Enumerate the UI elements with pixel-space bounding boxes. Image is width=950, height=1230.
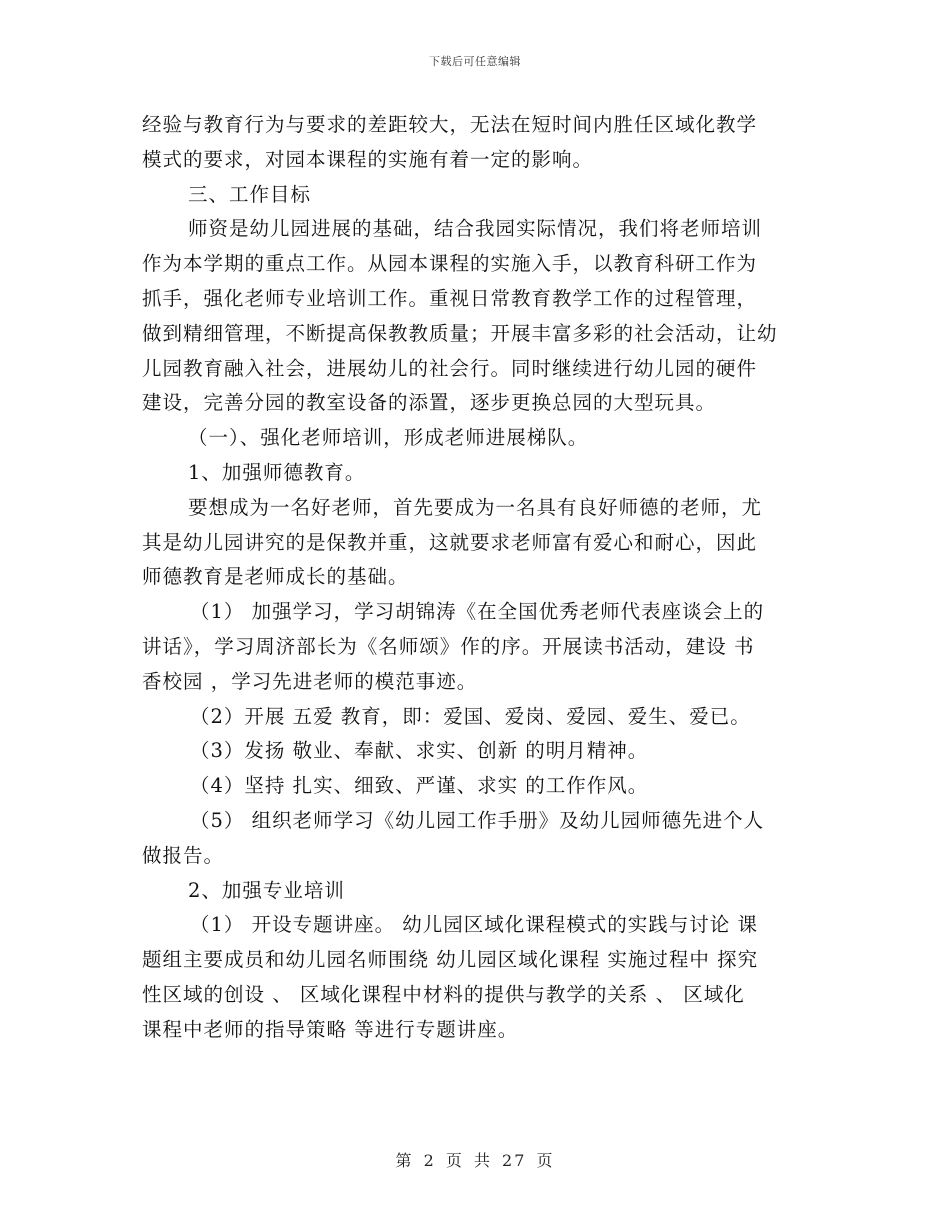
text-line: 做到精细管理，不断提高保教教质量；开展丰富多彩的社会活动，让幼	[142, 321, 778, 345]
list-item: （4）坚持 扎实、细致、严谨、求实 的工作作风。	[190, 774, 649, 798]
text-line: 要想成为一名好老师，首先要成为一名具有良好师德的老师，尤	[188, 495, 763, 519]
text-line: 建设，完善分园的教室设备的添置，逐步更换总园的大型玩具。	[142, 391, 717, 415]
item-heading: 2、加强专业培训	[188, 878, 345, 902]
item-heading: 1、加强师德教育。	[188, 460, 366, 484]
text-line: 性区域的创设 、 区域化课程中材料的提供与教学的关系 、 区域化	[142, 982, 745, 1006]
list-item: （2）开展 五爱 教育，即：爱国、爱岗、爱园、爱生、爱已。	[190, 704, 751, 728]
page-header-note: 下载后可任意编辑	[429, 55, 521, 68]
text-line: 经验与教育行为与要求的差距较大，无法在短时间内胜任区域化教学	[142, 113, 758, 136]
text-line: 讲话》，学习周济部长为《名师颂》作的序。开展读书活动，建设 书	[142, 634, 755, 658]
list-item: （1） 开设专题讲座。 幼儿园区域化课程模式的实践与讨论 课	[190, 913, 759, 937]
text-line: 抓手，强化老师专业培训工作。重视日常教育教学工作的过程管理，	[142, 286, 758, 310]
list-item: （3）发扬 敬业、奉献、求实、创新 的明月精神。	[190, 739, 649, 763]
text-line: 课程中老师的指导策略 等进行专题讲座。	[142, 1017, 519, 1041]
document-body	[142, 108, 812, 1048]
text-line: 做报告。	[142, 843, 225, 867]
text-line: 作为本学期的重点工作。从园本课程的实施入手，以教育科研工作为	[142, 252, 758, 276]
list-item: （5） 组织老师学习《幼儿园工作手册》及幼儿园师德先进个人	[190, 808, 765, 832]
text-line: 香校园 ，学习先进老师的模范事迹。	[142, 669, 478, 693]
text-line: 其是幼儿园讲究的是保教并重，这就要求老师富有爱心和耐心，因此	[142, 530, 758, 554]
text-line: 模式的要求，对园本课程的实施有着一定的影响。	[142, 147, 594, 171]
section-heading: 三、工作目标	[188, 182, 312, 206]
text-line: 题组主要成员和幼儿园名师围绕 幼儿园区域化课程 实施过程中 探究	[142, 948, 759, 972]
subsection-heading: （一）、强化老师培训，形成老师进展梯队。	[188, 426, 589, 450]
list-item: （1） 加强学习，学习胡锦涛《在全国优秀老师代表座谈会上的	[190, 600, 765, 624]
page-number-footer: 第 2 页 共 27 页	[395, 1151, 555, 1170]
text-line: 师资是幼儿园进展的基础，结合我园实际情况，我们将老师培训	[188, 217, 763, 241]
text-line: 师德教育是老师成长的基础。	[142, 565, 409, 589]
text-line: 儿园教育融入社会，进展幼儿的社会行。同时继续进行幼儿园的硬件	[142, 356, 758, 380]
